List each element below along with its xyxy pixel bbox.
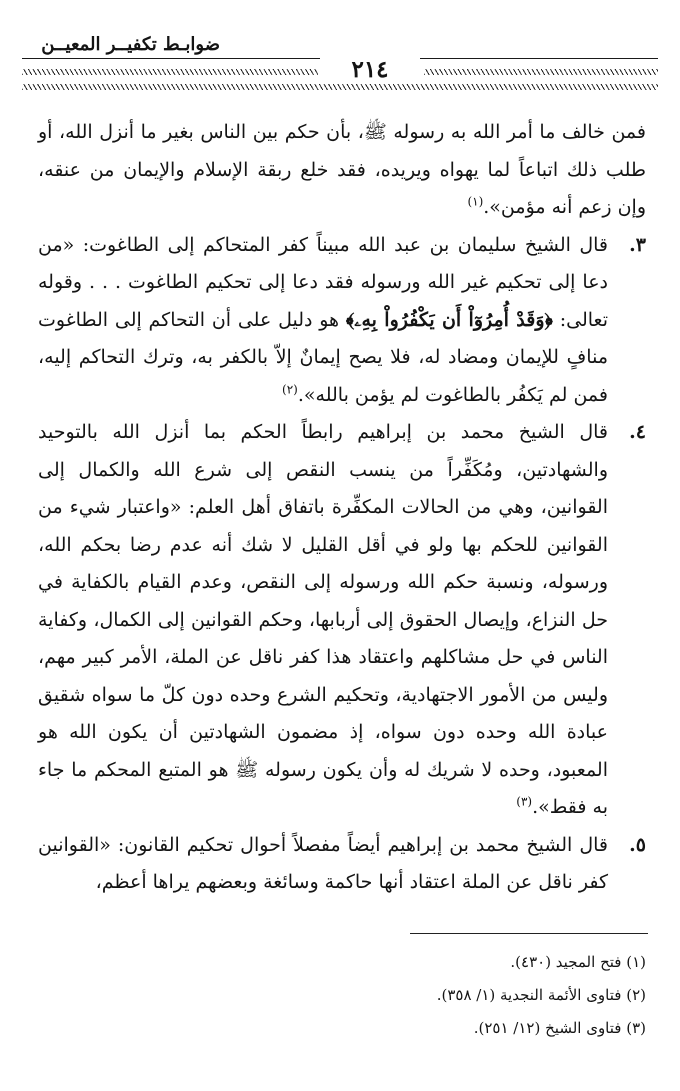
item-number: ٣. [629, 233, 646, 256]
footnote-3: (٣) فتاوى الشيخ (١٢/ ٢٥١). [473, 1019, 646, 1037]
body-text [38, 114, 646, 902]
list-item-5 [38, 827, 646, 902]
item-text-before: قال الشيخ سليمان بن عبد الله مبيناً كفر المتحاكم إلى الطاغوت: «من دعا إلى تحكيم غير الله ورسوله فقد دعا إلى تحكيم الطاغوت . . . وقوله تعالى: [38, 233, 608, 331]
footnote-ref-2: (٢) [282, 382, 298, 397]
footnote-ref-1: (١) [467, 194, 484, 209]
quran-verse: ﴿وَقَدْ أُمِرُوٓاْ أَن يَكْفُرُواْ بِهِۦ﴾ [345, 308, 553, 331]
item-text: قال الشيخ محمد بن إبراهيم أيضاً مفصلاً أحوال تحكيم القانون: «القوانين كفر ناقل عن الملة اعتقاد أنها حاكمة وسائغة وبعضهم يراها أعظم، [38, 833, 608, 893]
header-hatch-bottom [22, 84, 658, 90]
footnotes-list [46, 946, 646, 1045]
item-number: ٥. [629, 833, 646, 856]
item-text-after: هو دليل على أن التحاكم إلى الطاغوت منافٍ للإيمان ومضاد له، فلا يصح إيمانٌ إلاّ بالكفر به، وترك التحاكم إليه، فمن لم يَكفُر بالطاغوت لم يؤمن بالله». [38, 308, 608, 406]
footnote-separator [410, 933, 648, 934]
header-hatch-left [22, 69, 318, 75]
list-item-3 [38, 227, 646, 415]
header-hatch-right [424, 69, 658, 75]
item-text: قال الشيخ محمد بن إبراهيم رابطاً الحكم بما أنزل الله بالتوحيد والشهادتين، ومُكَفِّراً من ينسب النقص إلى شرع الله والكمال إلى القوانين، وهي من الحالات المكفِّرة باتفاق أهل العلم: «واعتبار شيء من القوانين للحكم بها ولو في أقل القليل لا شك أنه عدم رضا بحكم الله، ورسوله، ونسبة حكم الله ورسوله إلى النقص، وعدم القيام بالكفاية في حل النزاع، وإيصال الحقوق إلى أربابها، وحكم القوانين إلى الكمال، وكفاية الناس في حل مشاكلهم واعتقاد هذا كفر ناقل عن الملة، الأمر كبير مهم، وليس من الأمور الاجتهادية، وتحكيم الشرع وحده دون كلّ ما سواه شقيق عبادة الله وحده دون سواه، إذ مضمون الشهادتين أن يكون الله هو المعبود، وحده لا شريك له وأن يكون رسوله ﷺ هو المتبع المحكم ما جاء به فقط». [38, 421, 608, 818]
opening-paragraph [38, 114, 646, 227]
list-item-4 [38, 414, 646, 827]
footnote-2: (٢) فتاوى الأئمة النجدية (١/ ٣٥٨). [436, 986, 646, 1004]
footnote-1: (١) فتح المجيد (٤٣٠). [510, 953, 646, 971]
item-number: ٤. [629, 421, 646, 443]
footnote-ref-3: (٣) [516, 794, 533, 809]
opening-paragraph-text: فمن خالف ما أمر الله به رسوله ﷺ، بأن حكم بين الناس بغير ما أنزل الله، أو طلب ذلك اتباعاً لما يهواه ويريده، فقد خلع ربقة الإسلام والإيمان من عنقه، وإن زعم أنه مؤمن». [38, 121, 646, 218]
page-number: ٢١٤ [320, 56, 420, 83]
running-title: ضوابـط تكفيــر المعيــن [41, 34, 220, 55]
